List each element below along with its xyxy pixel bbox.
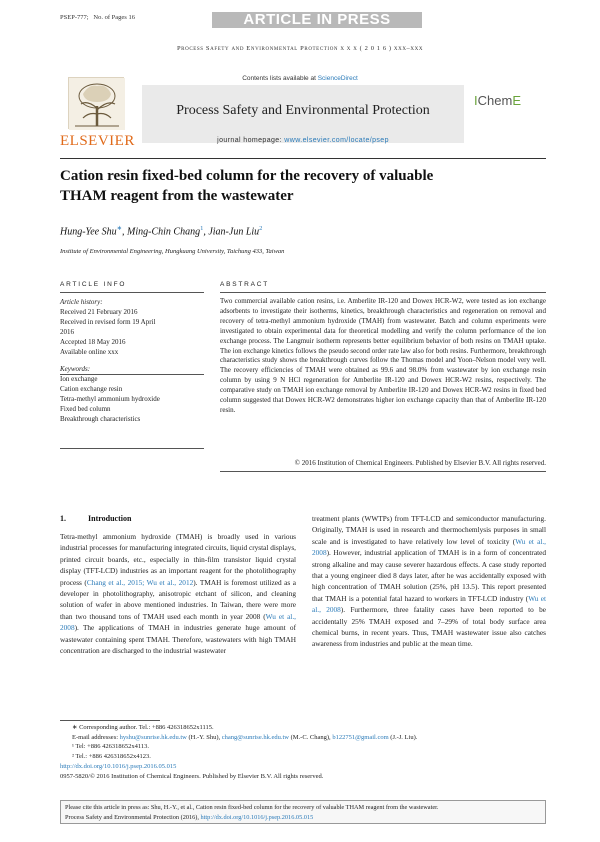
copyright-line: © 2016 Institution of Chemical Engineers. Published by Elsevier B.V. All rights reserved. — [294, 459, 546, 467]
history-online: Available online xxx — [60, 348, 119, 356]
journal-homepage-link[interactable]: www.elsevier.com/locate/psep — [284, 137, 389, 144]
divider — [220, 471, 546, 472]
article-info — [60, 297, 204, 424]
author-list: Hung-Yee Shu∗, Ming-Chin Chang$^1$, Jian-Jun Liu$^2$ — [60, 225, 263, 238]
keyword: Fixed bed column — [60, 405, 111, 413]
affiliation: Institute of Environmental Engineering, Hungkuang University, Taichung 433, Taiwan — [60, 248, 285, 255]
email-link[interactable]: b122751@gmail.com — [332, 733, 389, 741]
journal-title: Process Safety and Environmental Protection — [176, 103, 430, 118]
abstract-label: ABSTRACT — [220, 281, 270, 288]
citation-line: Please cite this article in press as: Shu, H.-Y., et al., Cation resin fixed-bed column for the recovery of valuable THAM reagent from the wastewater. — [65, 804, 439, 811]
running-head: Process Safety and Environmental Protection x x x ( 2 0 1 6 ) xxx–xxx — [176, 45, 424, 52]
divider — [60, 292, 204, 293]
email-link[interactable]: chang@sunrise.hk.edu.tw — [221, 733, 289, 741]
author-mark[interactable]: ∗ — [116, 225, 123, 232]
email-link[interactable]: hyshu@sunrise.hk.edu.tw — [119, 733, 187, 741]
history-received: Received 21 February 2016 — [60, 308, 138, 316]
article-title: Cation resin fixed-bed column for the recovery of valuable THAM reagent from the wastewater — [60, 168, 434, 204]
footnote-tel: ¹ Tel: +886 426318652x4113. — [72, 743, 150, 751]
footnote-emails: E-mail addresses: hyshu@sunrise.hk.edu.tw (H.-Y. Shu), chang@sunrise.hk.edu.tw (M.-C. Chang), b122751@gmail.com (J.-J. Liu). — [72, 733, 418, 741]
journal-homepage: journal homepage: www.elsevier.com/locate/psep — [217, 137, 389, 144]
citation-line: Process Safety and Environmental Protection (2016), http://dx.doi.org/10.1016/j.psep.2016.05.015 — [65, 813, 314, 821]
proof-id: PSEP-777; No. of Pages 16 — [60, 14, 135, 21]
journal-masthead — [60, 71, 546, 159]
author-name: Hung-Yee Shu — [60, 226, 117, 238]
keyword: Breakthrough characteristics — [60, 415, 141, 423]
author-name: Ming-Chin Chang — [127, 226, 201, 238]
icheme-logo: IChemE — [474, 93, 521, 108]
author-mark[interactable]: 1 — [200, 225, 204, 232]
history-heading: Article history: — [60, 298, 103, 306]
contents-line: Contents lists available at ScienceDirect — [242, 75, 358, 82]
citation-link[interactable]: Chang et al., 2015; Wu et al., 2012 — [86, 577, 194, 587]
keyword: Ion exchange — [60, 375, 98, 383]
elsevier-logo[interactable] — [60, 77, 135, 153]
article-in-press-banner: ARTICLE IN PRESS — [212, 12, 422, 28]
author-name: Jian-Jun Liu — [208, 226, 260, 238]
divider — [60, 448, 204, 449]
footnote-tel: ² Tel.: +886 426318652x4123. — [72, 753, 151, 761]
divider — [220, 292, 546, 293]
citation-box — [60, 800, 546, 824]
citation-link[interactable]: Wu et al., 2008 — [312, 593, 546, 615]
citation-link[interactable]: Wu et al., 2008 — [60, 611, 296, 633]
elsevier-tree-icon — [68, 77, 124, 129]
issn-line: 0957-5820/© 2016 Institution of Chemical Engineers. Published by Elsevier B.V. All rights reserved. — [60, 772, 324, 780]
section-heading: 1. Introduction — [60, 514, 132, 523]
top-bar — [0, 0, 600, 32]
citation-doi-link[interactable]: http://dx.doi.org/10.1016/j.psep.2016.05.015 — [200, 813, 314, 821]
doi-link[interactable]: http://dx.doi.org/10.1016/j.psep.2016.05.015 — [60, 762, 177, 770]
abstract-text: Two commercial available cation resins, i.e. Amberlite IR-120 and Dowex HCR-W2, were tested as ion exchange adsorbents to investigate their isotherms, kinetics, breakthrough characteristics and regeneration on removal and recovery of tetra-methyl ammonium hydroxide (TMAH) from wastewater. Batch and column experiments were investigated to obtain experimental data for theoretical modelling and verify the column performance of the ion exchange process. The Langmuir isotherm represents better equilibrium behavior of both resins on TMAH uptake. The ion exchange kinetics follows the pseudo second order rate law also for both resins. Furthermore, breakthrough characteristics study shows the breakthrough curves follow the Thomas model and Yoon–Nelson model very well. The recovery efficiencies of TMAH were obtained as 99.6 and 98.0% from wastewater by ion exchange resin column by using 9 N HCl regeneration for Amberlite IR-120 and Dowex HCR-W2 resins, respectively. The comparative study on TMAH ion exchange removal by Amberlite IR-120 and Dowex HCR-W2 resins in fixed bed column suggested that Dowex HCR-W2 demonstrates higher ion exchange capacity than that of Amberlite IR-120 resin. — [220, 297, 546, 414]
history-revised-year: 2016 — [60, 328, 74, 336]
footnotes — [60, 723, 546, 781]
keyword: Cation exchange resin — [60, 385, 123, 393]
footnote-corresponding: ∗ Corresponding author. Tel.: +886 426318652x1115. — [72, 724, 214, 731]
article-info-label: ARTICLE INFO — [60, 281, 127, 288]
author-mark[interactable]: 2 — [259, 225, 263, 232]
publisher-name: ELSEVIER — [60, 133, 135, 149]
citation-link[interactable]: Wu et al., 2008 — [312, 536, 546, 558]
history-accepted: Accepted 18 May 2016 — [60, 338, 126, 346]
body-column-right: treatment plants (WWTPs) from TFT-LCD and semiconductor manufacturing. Originally, TMAH is used in research and thermochemlysis purposes in small scale and is investigated to have relatively low level of toxicity (Wu et al., 2008). However, industrial application of TMAH is in a form of concentrated strong alkaline and may cause severer hazardous effects. A case study reported that a young engineer died 8 days later, after he was accidentally exposed with high concentration of TMAH solution (25%, pH 13.5). This report presented that TMAH is a potential fatal hazard to workers in TFT-LCD industry (Wu et al., 2008). Furthermore, three fatality cases have been reported to be accidentally 25% TMAH exposed and 7–29% of total body surface area chemical burns, in recent years. Thus, TMAH wastewater issue also catches awareness from industries and public at the mean time. — [312, 514, 546, 649]
keyword: Tetra-methyl ammonium hydroxide — [60, 395, 160, 403]
keywords-heading: Keywords: — [60, 365, 91, 373]
body-column-left: Tetra-methyl ammonium hydroxide (TMAH) is broadly used in various industrial processes for manufacturing integrated circuits, liquid crystal displays, printed circuit boards, etc., especially in thin-film transistor liquid crystal display (TFT-LCD) industries as an important reagent for the photolithography process (Chang et al., 2015; Wu et al., 2012). TMAH is foremost utilized as a developer in photolithography, anisotropic etchant of silicon, and cleaning solution of wafer in above mentioned industries. In Taiwan, there were more than two thousand tons of TMAH used each month in year 2008 (Wu et al., 2008). The applications of TMAH in industries generate huge amount of wastewater containing spent TMAH. Therefore, wastewaters with high TMAH concentration are discharged to the industrial wastewater — [60, 532, 296, 656]
sciencedirect-link[interactable]: ScienceDirect — [317, 75, 358, 82]
history-revised: Received in revised form 19 April — [60, 318, 156, 326]
journal-title-box — [142, 85, 464, 143]
footnote-divider — [60, 720, 160, 721]
